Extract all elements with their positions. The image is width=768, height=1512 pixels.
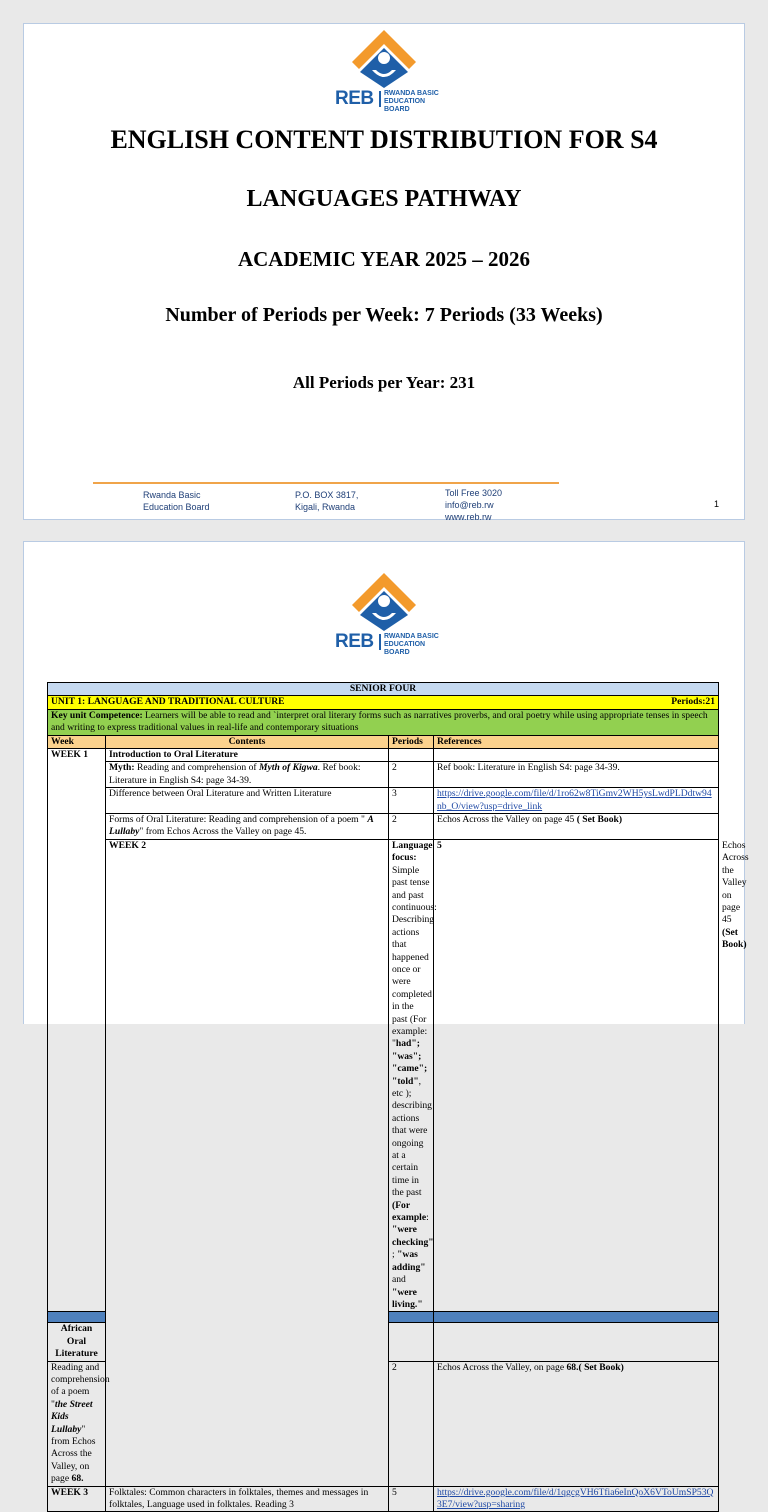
content-cell: Reading and comprehension of a poem "the Street Kids Lullaby" from Echos Across the Valley, on page 68. bbox=[48, 1361, 106, 1486]
logo-long-text: RWANDA BASIC EDUCATION BOARD bbox=[384, 90, 439, 113]
content-distribution-table bbox=[47, 682, 749, 1512]
reference-link[interactable]: https://drive.google.com/file/d/1qgcgVH6Tfia6eInQoX6VToUmSP53Q3E7/view?usp=sharing bbox=[437, 1486, 714, 1510]
content-cell: Language focus: Simple past tense and past continuous: Describing actions that happened once or were completed in the past (For example: "had"; "was"; "came"; "told", etc ); describing actions that were ongoing at a certain time in the past (For example: "were checking" ; "was adding" and "were living." bbox=[389, 839, 434, 1311]
pathway-heading: LANGUAGES PATHWAY bbox=[246, 186, 522, 212]
cover-page bbox=[23, 23, 745, 520]
periods-cell: 5 bbox=[434, 839, 719, 1311]
section-title: African Oral Literature bbox=[48, 1323, 106, 1361]
footer-divider bbox=[93, 482, 559, 484]
content-cell: Forms of Oral Literature: Reading and comprehension of a poem " A Lullaby" from Echos Across the Valley on page 45. bbox=[106, 814, 389, 840]
logo-short-text: REB bbox=[335, 88, 374, 109]
competence-text: Learners will be able to read and `interpret oral literary forms such as narratives proverbs, and oral poetry while using appropriate tenses in speech and writing to express traditional values in real-life and contemporary situations bbox=[51, 709, 708, 734]
logo-divider bbox=[379, 91, 381, 107]
competence-label: Key unit Competence: bbox=[51, 709, 143, 721]
level-label: SENIOR FOUR bbox=[48, 683, 719, 696]
periods-per-year: All Periods per Year: 231 bbox=[292, 373, 476, 392]
reference-link-cell bbox=[434, 1486, 719, 1512]
week-label: WEEK 1 bbox=[48, 749, 106, 1312]
logo-divider bbox=[379, 634, 381, 650]
content-cell: Difference between Oral Literature and Written Literature bbox=[106, 788, 389, 814]
periods-cell: 2 bbox=[389, 1361, 434, 1486]
table-row bbox=[48, 1486, 719, 1512]
reference-cell: Echos Across the Valley, on page 68.( Set Book) bbox=[434, 1361, 719, 1486]
footer-address: P.O. BOX 3817, Kigali, Rwanda bbox=[295, 490, 359, 512]
unit-cell bbox=[48, 696, 719, 709]
reb-emblem-icon bbox=[329, 28, 439, 90]
reb-logo bbox=[329, 28, 439, 113]
week-label: WEEK 3 bbox=[48, 1486, 106, 1512]
unit-title: UNIT 1: LANGUAGE AND TRADITIONAL CULTURE bbox=[51, 696, 285, 708]
periods-cell: 2 bbox=[389, 762, 434, 788]
periods-cell: 5 bbox=[389, 1486, 434, 1512]
table-row bbox=[48, 788, 719, 814]
periods-cell: 2 bbox=[389, 814, 434, 840]
content-cell: Folktales: Common characters in folktales, themes and messages in folktales, Language used in folktales. Reading 3 bbox=[106, 1486, 389, 1512]
logo-short-text: REB bbox=[335, 631, 374, 652]
header-contents: Contents bbox=[106, 735, 389, 748]
header-periods: Periods bbox=[389, 735, 434, 748]
competence-row bbox=[48, 709, 719, 735]
periods-per-week: Number of Periods per Week: 7 Periods (33 Weeks) bbox=[165, 304, 603, 326]
header-row bbox=[48, 735, 719, 748]
header-references: References bbox=[434, 735, 719, 748]
content-page bbox=[23, 541, 749, 1510]
table-row bbox=[48, 749, 719, 762]
unit-periods: Periods:21 bbox=[671, 696, 715, 708]
document-title: ENGLISH CONTENT DISTRIBUTION FOR S4 bbox=[110, 125, 658, 154]
footer-org: Rwanda Basic Education Board bbox=[143, 490, 210, 512]
page-number: 1 bbox=[713, 499, 719, 509]
table-row: WEEK 2 Language focus: Simple past tense and past continuous: Describing actions that happened once or were completed in the past (For example: "had"; "was"; "came"; "told", etc ); describing actions that were ongoing at a certain time in the past (For example: "were checking" ; "was adding" and "were living." 5 Echos Across the Valley on page 45 (Set Book) bbox=[48, 839, 719, 1311]
logo-long-text: RWANDA BASIC EDUCATION BOARD bbox=[384, 633, 439, 656]
reference-cell: Echos Across the Valley on page 45 ( Set Book) bbox=[434, 814, 719, 840]
footer-contact: Toll Free 3020 info@reb.rw www.reb.rw bbox=[445, 488, 503, 521]
level-row bbox=[48, 683, 719, 696]
competence-cell bbox=[48, 709, 719, 735]
reference-link[interactable]: https://drive.google.com/file/d/1ro62w8TiGmv2WH5ysLwdPLDdtw94nb_O/view?usp=drive_link bbox=[437, 788, 712, 812]
reb-logo bbox=[329, 571, 439, 656]
header-week: Week bbox=[48, 735, 106, 748]
academic-year: ACADEMIC YEAR 2025 – 2026 bbox=[237, 247, 531, 271]
table-row bbox=[48, 814, 719, 840]
section-title: Introduction to Oral Literature bbox=[106, 749, 389, 762]
reb-emblem-icon bbox=[329, 571, 439, 633]
periods-cell: 3 bbox=[389, 788, 434, 814]
unit-row bbox=[48, 696, 719, 709]
table-row bbox=[48, 762, 719, 788]
reference-link-cell bbox=[434, 788, 719, 814]
content-cell: Myth: Reading and comprehension of Myth of Kigwa. Ref book: Literature in English S4: page 34-39. bbox=[106, 762, 389, 788]
reference-cell: Ref book: Literature in English S4: page 34-39. bbox=[434, 762, 719, 788]
week-label: WEEK 2 bbox=[106, 839, 389, 1486]
